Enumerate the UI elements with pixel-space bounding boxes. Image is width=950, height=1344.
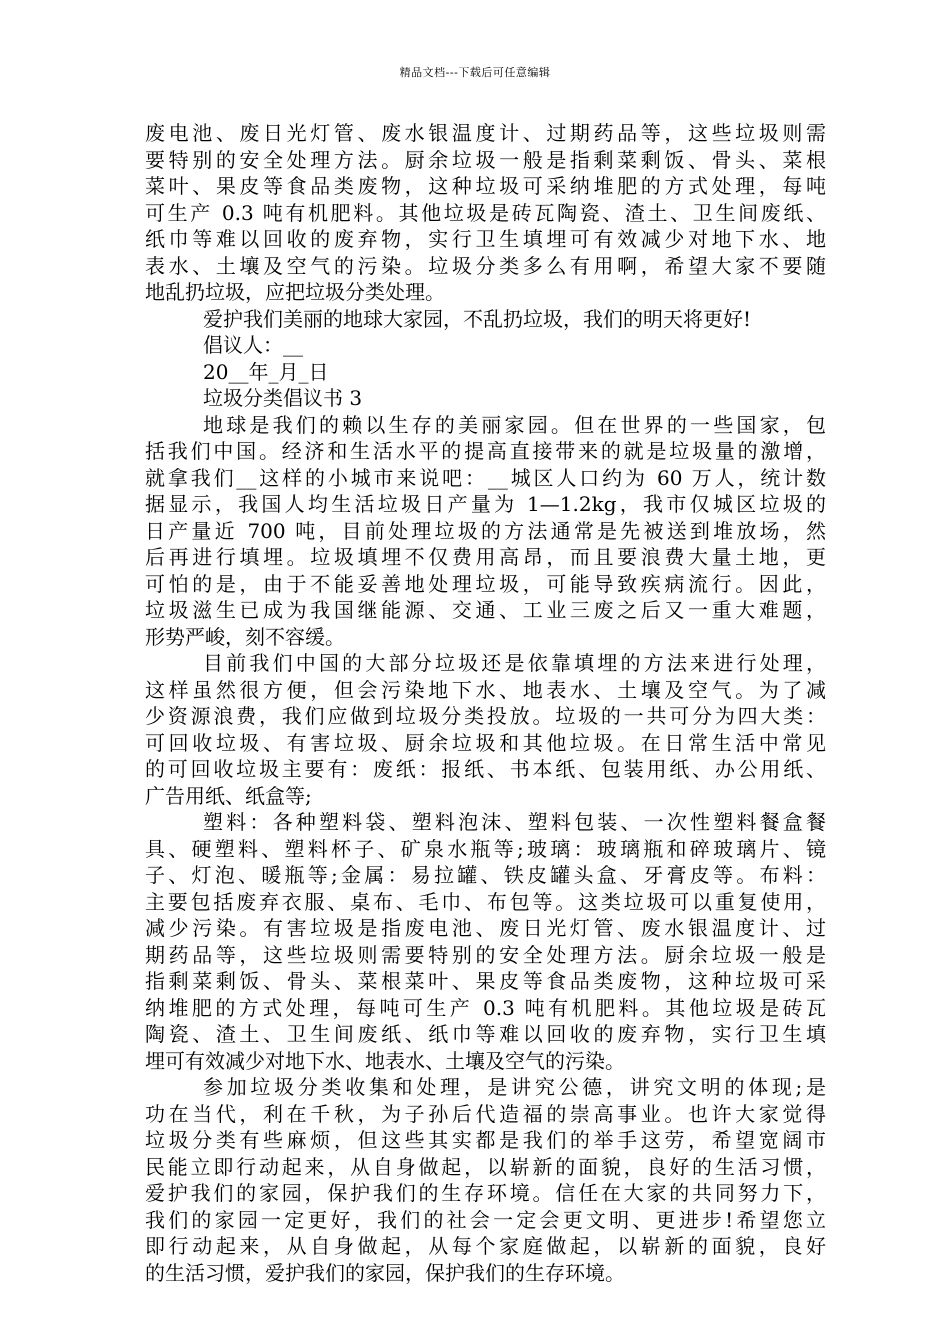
text-line: 的可回收垃圾主要有：废纸：报纸、书本纸、包装用纸、办公用纸、 — [145, 757, 826, 781]
text-line: 可回收垃圾、有害垃圾、厨余垃圾和其他垃圾。在日常生活中常见 — [145, 730, 826, 755]
text-line: 这样虽然很方便，但会污染地下水、地表水、土壤及空气。为了减 — [145, 677, 826, 702]
text-line: 括我们中国。经济和生活水平的提高直接带来的就是垃圾量的激增， — [145, 439, 826, 463]
text-line: 即行动起来，从自身做起，从每个家庭做起，以崭新的面貌，良好 — [145, 1234, 826, 1258]
text-line: 地球是我们的赖以生存的美丽家园。但在世界的一些国家，包 — [203, 412, 826, 437]
text-line: 具、硬塑料、塑料杯子、矿泉水瓶等;玻璃：玻璃瓶和碎玻璃片、镜 — [145, 836, 826, 861]
text-line: 后再进行填埋。垃圾填埋不仅费用高昂，而且要浪费大量土地，更 — [145, 545, 826, 569]
text-line: 爱护我们的家园，保护我们的生存环境。信任在大家的共同努力下， — [145, 1181, 826, 1205]
text-line: 减少污染。有害垃圾是指废电池、废日光灯管、废水银温度计、过 — [145, 916, 826, 940]
text-line: 纳堆肥的方式处理，每吨可生产 0.3 吨有机肥料。其他垃圾是砖瓦 — [145, 995, 826, 1020]
text-line: 就拿我们__这样的小城市来说吧：__城区人口约为 60 万人，统计数 — [145, 465, 826, 490]
text-line: 20__年_月_日 — [203, 359, 329, 384]
text-line: 地乱扔垃圾，应把垃圾分类处理。 — [145, 280, 445, 304]
text-line: 可怕的是，由于不能妥善地处理垃圾，可能导致疾病流行。因此， — [145, 571, 826, 596]
text-line: 的生活习惯，爱护我们的家园，保护我们的生存环境。 — [145, 1260, 625, 1285]
text-line: 可生产 0.3 吨有机肥料。其他垃圾是砖瓦陶瓷、渣土、卫生间废纸、 — [145, 200, 826, 225]
text-line: 表水、土壤及空气的污染。垃圾分类多么有用啊，希望大家不要随 — [145, 253, 826, 278]
text-line: 陶瓷、渣土、卫生间废纸、纸巾等难以回收的废弃物，实行卫生填 — [145, 1022, 826, 1046]
page-header: 精品文档---下载后可任意编辑 — [399, 66, 551, 79]
text-line: 指剩菜剩饭、骨头、菜根菜叶、果皮等食品类废物，这种垃圾可采 — [145, 969, 826, 993]
text-line: 爱护我们美丽的地球大家园，不乱扔垃圾，我们的明天将更好! — [203, 306, 752, 331]
text-line: 我们的家园一定更好，我们的社会一定会更文明、更进步!希望您立 — [145, 1207, 826, 1232]
text-line: 广告用纸、纸盒等; — [145, 783, 312, 808]
text-line: 少资源浪费，我们应做到垃圾分类投放。垃圾的一共可分为四大类： — [145, 704, 826, 728]
text-line: 主要包括废弃衣服、桌布、毛巾、布包等。这类垃圾可以重复使用， — [145, 889, 826, 914]
text-line: 垃圾分类有些麻烦，但这些其实都是我们的举手这劳，希望宽阔市 — [145, 1128, 826, 1152]
text-line: 垃圾分类倡议书 3 — [203, 386, 363, 410]
text-line: 功在当代，利在千秋，为子孙后代造福的崇高事业。也许大家觉得 — [145, 1101, 826, 1126]
text-line: 塑料：各种塑料袋、塑料泡沫、塑料包装、一次性塑料餐盒餐 — [203, 810, 826, 834]
text-line: 据显示，我国人均生活垃圾日产量为 1—1.2kg，我市仅城区垃圾的 — [145, 492, 826, 516]
text-line: 子、灯泡、暖瓶等;金属：易拉罐、铁皮罐头盒、牙膏皮等。布料： — [145, 863, 826, 887]
text-line: 垃圾滋生已成为我国继能源、交通、工业三废之后又一重大难题， — [145, 598, 826, 622]
text-line: 期药品等，这些垃圾则需要特别的安全处理方法。厨余垃圾一般是 — [145, 942, 826, 967]
text-line: 倡议人：__ — [203, 333, 303, 357]
text-line: 废电池、废日光灯管、废水银温度计、过期药品等，这些垃圾则需 — [145, 121, 826, 145]
text-line: 目前我们中国的大部分垃圾还是依靠填埋的方法来进行处理， — [203, 651, 826, 675]
text-line: 菜叶、果皮等食品类废物，这种垃圾可采纳堆肥的方式处理，每吨 — [145, 174, 826, 198]
text-line: 民能立即行动起来，从自身做起，以崭新的面貌，良好的生活习惯， — [145, 1154, 826, 1179]
document-body — [145, 120, 826, 1286]
text-line: 形势严峻，刻不容缓。 — [145, 624, 345, 649]
text-line: 要特别的安全处理方法。厨余垃圾一般是指剩菜剩饭、骨头、菜根 — [145, 147, 826, 172]
text-line: 日产量近 700 吨，目前处理垃圾的方法通常是先被送到堆放场，然 — [145, 518, 826, 543]
text-line: 纸巾等难以回收的废弃物，实行卫生填埋可有效减少对地下水、地 — [145, 227, 826, 251]
text-line: 埋可有效减少对地下水、地表水、土壤及空气的污染。 — [145, 1048, 625, 1073]
text-line: 参加垃圾分类收集和处理，是讲究公德，讲究文明的体现;是 — [203, 1075, 826, 1099]
